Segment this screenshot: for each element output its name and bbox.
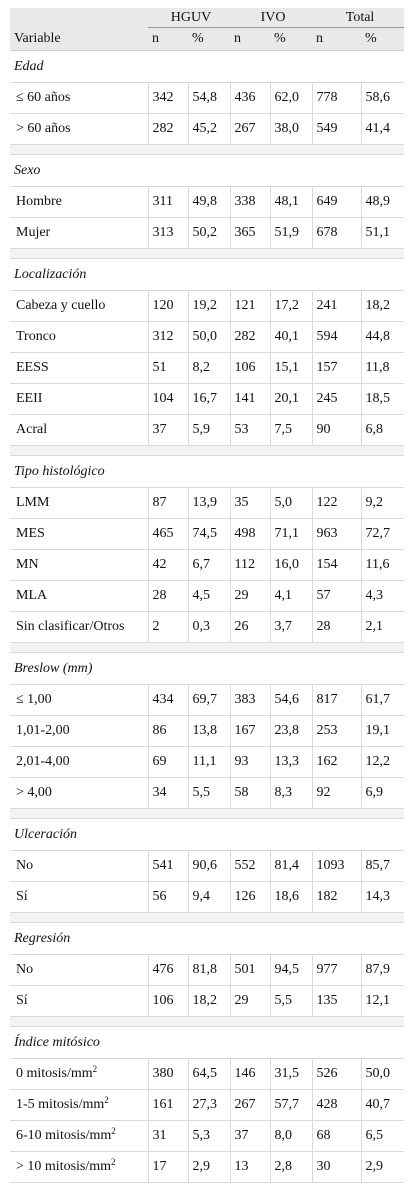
percent-cell: 61,7 <box>361 685 404 716</box>
table-row <box>10 218 404 249</box>
header-column-row <box>10 28 404 51</box>
count-cell: 68 <box>312 1121 361 1152</box>
section-divider-cell <box>10 809 404 819</box>
count-cell: 157 <box>312 353 361 384</box>
percent-cell: 16,7 <box>188 384 230 415</box>
percent-cell: 50,0 <box>361 1059 404 1090</box>
percent-cell: 9,2 <box>361 488 404 519</box>
table-row <box>10 955 404 986</box>
table-row <box>10 488 404 519</box>
count-cell: 31 <box>148 1121 188 1152</box>
n-column-header: n <box>312 28 361 51</box>
row-label <box>10 291 148 322</box>
count-cell: 90 <box>312 415 361 446</box>
section-title: Índice mitósico <box>10 1027 404 1059</box>
row-label-text: Acral <box>16 422 48 437</box>
count-cell: 56 <box>148 882 188 913</box>
percent-cell: 8,3 <box>270 778 312 809</box>
percent-cell: 74,5 <box>188 519 230 550</box>
row-label-text: ≤ 1,00 <box>16 692 52 707</box>
count-cell: 93 <box>230 747 270 778</box>
section-divider-cell <box>10 913 404 923</box>
unit-superscript: 2 <box>111 1126 116 1136</box>
percent-cell: 54,6 <box>270 685 312 716</box>
row-label <box>10 488 148 519</box>
section-header-row <box>10 819 404 851</box>
percent-cell: 85,7 <box>361 851 404 882</box>
count-cell: 120 <box>148 291 188 322</box>
count-cell: 28 <box>148 581 188 612</box>
percent-cell: 3,7 <box>270 612 312 643</box>
count-cell: 383 <box>230 685 270 716</box>
row-label <box>10 519 148 550</box>
count-cell: 28 <box>312 612 361 643</box>
percent-cell: 9,4 <box>188 882 230 913</box>
table-row <box>10 187 404 218</box>
group-header-hguv: HGUV <box>148 8 230 28</box>
percent-cell: 57,7 <box>270 1090 312 1121</box>
percent-cell: 4,1 <box>270 581 312 612</box>
percent-cell: 5,5 <box>188 778 230 809</box>
percent-cell: 2,9 <box>361 1152 404 1183</box>
percent-cell: 87,9 <box>361 955 404 986</box>
percent-cell: 2,8 <box>270 1152 312 1183</box>
section-divider-cell <box>10 643 404 653</box>
count-cell: 106 <box>148 986 188 1017</box>
count-cell: 104 <box>148 384 188 415</box>
row-label-text: Tronco <box>16 329 56 344</box>
table-row <box>10 114 404 145</box>
row-label <box>10 187 148 218</box>
row-label <box>10 218 148 249</box>
count-cell: 282 <box>148 114 188 145</box>
row-label-text: No <box>16 858 34 873</box>
count-cell: 501 <box>230 955 270 986</box>
table-row <box>10 1090 404 1121</box>
percent-cell: 27,3 <box>188 1090 230 1121</box>
row-label <box>10 83 148 114</box>
count-cell: 87 <box>148 488 188 519</box>
n-column-header: n <box>148 28 188 51</box>
percent-cell: 38,0 <box>270 114 312 145</box>
count-cell: 92 <box>312 778 361 809</box>
row-label <box>10 1059 148 1090</box>
section-divider-cell <box>10 249 404 259</box>
section-header-row <box>10 456 404 488</box>
row-label-text: > 4,00 <box>16 785 52 800</box>
count-cell: 380 <box>148 1059 188 1090</box>
percent-cell: 64,5 <box>188 1059 230 1090</box>
percent-cell: 11,8 <box>361 353 404 384</box>
percent-cell: 50,0 <box>188 322 230 353</box>
table-row <box>10 851 404 882</box>
percent-cell: 13,3 <box>270 747 312 778</box>
row-label-text: MLA <box>16 588 48 603</box>
percent-cell: 4,5 <box>188 581 230 612</box>
row-label <box>10 986 148 1017</box>
percent-cell: 18,2 <box>188 986 230 1017</box>
percent-cell: 6,9 <box>361 778 404 809</box>
section-divider <box>10 643 404 653</box>
count-cell: 35 <box>230 488 270 519</box>
percent-cell: 48,9 <box>361 187 404 218</box>
percent-cell: 13,9 <box>188 488 230 519</box>
count-cell: 649 <box>312 187 361 218</box>
count-cell: 162 <box>312 747 361 778</box>
group-header-total: Total <box>312 8 404 28</box>
percent-cell: 6,7 <box>188 550 230 581</box>
table-body <box>10 51 404 1183</box>
percent-cell: 12,2 <box>361 747 404 778</box>
section-title: Regresión <box>10 923 404 955</box>
table-header <box>10 8 404 51</box>
percent-cell: 13,8 <box>188 716 230 747</box>
table-row <box>10 882 404 913</box>
row-label <box>10 747 148 778</box>
count-cell: 122 <box>312 488 361 519</box>
unit-superscript: 2 <box>111 1157 116 1167</box>
count-cell: 53 <box>230 415 270 446</box>
count-cell: 141 <box>230 384 270 415</box>
percent-cell: 17,2 <box>270 291 312 322</box>
count-cell: 34 <box>148 778 188 809</box>
count-cell: 267 <box>230 1090 270 1121</box>
section-header-row <box>10 259 404 291</box>
section-divider <box>10 809 404 819</box>
count-cell: 29 <box>230 581 270 612</box>
section-divider <box>10 913 404 923</box>
count-cell: 30 <box>312 1152 361 1183</box>
row-label-text: 0 mitosis/mm <box>16 1066 93 1081</box>
variable-column-header: Variable <box>10 28 148 51</box>
section-title: Sexo <box>10 155 404 187</box>
count-cell: 37 <box>148 415 188 446</box>
section-title: Ulceración <box>10 819 404 851</box>
count-cell: 245 <box>312 384 361 415</box>
count-cell: 58 <box>230 778 270 809</box>
count-cell: 977 <box>312 955 361 986</box>
count-cell: 342 <box>148 83 188 114</box>
section-title: Tipo histológico <box>10 456 404 488</box>
count-cell: 69 <box>148 747 188 778</box>
row-label-text: Sí <box>16 993 28 1008</box>
header-empty-cell <box>10 8 148 28</box>
table-row <box>10 353 404 384</box>
count-cell: 13 <box>230 1152 270 1183</box>
data-table-container <box>10 8 404 1183</box>
row-label-text: EEII <box>16 391 43 406</box>
percent-cell: 71,1 <box>270 519 312 550</box>
percent-cell: 19,1 <box>361 716 404 747</box>
row-label <box>10 581 148 612</box>
row-label <box>10 415 148 446</box>
count-cell: 428 <box>312 1090 361 1121</box>
count-cell: 17 <box>148 1152 188 1183</box>
count-cell: 29 <box>230 986 270 1017</box>
percent-cell: 11,6 <box>361 550 404 581</box>
row-label <box>10 716 148 747</box>
percent-cell: 2,9 <box>188 1152 230 1183</box>
table-row <box>10 83 404 114</box>
row-label-text: Hombre <box>16 194 62 209</box>
percent-cell: 7,5 <box>270 415 312 446</box>
table-row <box>10 778 404 809</box>
row-label-text: 6-10 mitosis/mm <box>16 1128 112 1143</box>
row-label <box>10 955 148 986</box>
count-cell: 311 <box>148 187 188 218</box>
count-cell: 552 <box>230 851 270 882</box>
percent-cell: 90,6 <box>188 851 230 882</box>
pct-column-header: % <box>361 28 404 51</box>
count-cell: 57 <box>312 581 361 612</box>
count-cell: 42 <box>148 550 188 581</box>
row-label <box>10 851 148 882</box>
count-cell: 26 <box>230 612 270 643</box>
row-label <box>10 550 148 581</box>
count-cell: 594 <box>312 322 361 353</box>
percent-cell: 8,2 <box>188 353 230 384</box>
count-cell: 465 <box>148 519 188 550</box>
table-row <box>10 747 404 778</box>
percent-cell: 6,8 <box>361 415 404 446</box>
row-label <box>10 778 148 809</box>
percent-cell: 40,1 <box>270 322 312 353</box>
row-label <box>10 882 148 913</box>
row-label-text: MN <box>16 557 39 572</box>
row-label <box>10 685 148 716</box>
percent-cell: 15,1 <box>270 353 312 384</box>
row-label <box>10 322 148 353</box>
count-cell: 963 <box>312 519 361 550</box>
row-label <box>10 114 148 145</box>
percent-cell: 16,0 <box>270 550 312 581</box>
percent-cell: 81,8 <box>188 955 230 986</box>
row-label-text: Mujer <box>16 225 51 240</box>
row-label-text: EESS <box>16 360 49 375</box>
row-label-text: MES <box>16 526 45 541</box>
table-row <box>10 685 404 716</box>
percent-cell: 23,8 <box>270 716 312 747</box>
percent-cell: 18,5 <box>361 384 404 415</box>
count-cell: 253 <box>312 716 361 747</box>
percent-cell: 81,4 <box>270 851 312 882</box>
row-label-text: > 60 años <box>16 121 71 136</box>
table-row <box>10 612 404 643</box>
table-row <box>10 322 404 353</box>
percent-cell: 5,9 <box>188 415 230 446</box>
percent-cell: 18,2 <box>361 291 404 322</box>
percent-cell: 4,3 <box>361 581 404 612</box>
unit-superscript: 2 <box>104 1095 109 1105</box>
section-divider <box>10 446 404 456</box>
table-row <box>10 415 404 446</box>
count-cell: 282 <box>230 322 270 353</box>
section-header-row <box>10 1027 404 1059</box>
pct-column-header: % <box>270 28 312 51</box>
percent-cell: 72,7 <box>361 519 404 550</box>
count-cell: 37 <box>230 1121 270 1152</box>
count-cell: 2 <box>148 612 188 643</box>
row-label-text: LMM <box>16 495 50 510</box>
count-cell: 436 <box>230 83 270 114</box>
table-row <box>10 1059 404 1090</box>
percent-cell: 12,1 <box>361 986 404 1017</box>
count-cell: 549 <box>312 114 361 145</box>
count-cell: 146 <box>230 1059 270 1090</box>
count-cell: 121 <box>230 291 270 322</box>
percent-cell: 41,4 <box>361 114 404 145</box>
percent-cell: 69,7 <box>188 685 230 716</box>
row-label <box>10 612 148 643</box>
row-label-text: Sí <box>16 889 28 904</box>
count-cell: 678 <box>312 218 361 249</box>
count-cell: 541 <box>148 851 188 882</box>
percent-cell: 31,5 <box>270 1059 312 1090</box>
section-title: Localización <box>10 259 404 291</box>
table-row <box>10 550 404 581</box>
count-cell: 112 <box>230 550 270 581</box>
percent-cell: 62,0 <box>270 83 312 114</box>
section-divider <box>10 249 404 259</box>
table-row <box>10 581 404 612</box>
pct-column-header: % <box>188 28 230 51</box>
count-cell: 338 <box>230 187 270 218</box>
percent-cell: 54,8 <box>188 83 230 114</box>
percent-cell: 48,1 <box>270 187 312 218</box>
percent-cell: 51,1 <box>361 218 404 249</box>
row-label <box>10 1090 148 1121</box>
count-cell: 106 <box>230 353 270 384</box>
unit-superscript: 2 <box>92 1064 98 1074</box>
section-header-row <box>10 923 404 955</box>
row-label-text: Cabeza y cuello <box>16 298 106 313</box>
section-header-row <box>10 653 404 685</box>
table-row <box>10 716 404 747</box>
table-row <box>10 519 404 550</box>
table-row <box>10 1121 404 1152</box>
count-cell: 154 <box>312 550 361 581</box>
count-cell: 51 <box>148 353 188 384</box>
percent-cell: 2,1 <box>361 612 404 643</box>
count-cell: 182 <box>312 882 361 913</box>
count-cell: 365 <box>230 218 270 249</box>
count-cell: 778 <box>312 83 361 114</box>
count-cell: 313 <box>148 218 188 249</box>
row-label-text: 1,01-2,00 <box>16 723 70 738</box>
section-divider-cell <box>10 1017 404 1027</box>
count-cell: 161 <box>148 1090 188 1121</box>
percent-cell: 11,1 <box>188 747 230 778</box>
percent-cell: 6,5 <box>361 1121 404 1152</box>
row-label <box>10 384 148 415</box>
group-header-ivo: IVO <box>230 8 312 28</box>
section-title: Edad <box>10 51 404 83</box>
count-cell: 1093 <box>312 851 361 882</box>
section-header-row <box>10 155 404 187</box>
count-cell: 476 <box>148 955 188 986</box>
row-label-text: ≤ 60 años <box>16 90 71 105</box>
table-row <box>10 291 404 322</box>
percent-cell: 0,3 <box>188 612 230 643</box>
percent-cell: 40,7 <box>361 1090 404 1121</box>
section-title: Breslow (mm) <box>10 653 404 685</box>
percent-cell: 14,3 <box>361 882 404 913</box>
count-cell: 167 <box>230 716 270 747</box>
count-cell: 86 <box>148 716 188 747</box>
percent-cell: 5,5 <box>270 986 312 1017</box>
percent-cell: 49,8 <box>188 187 230 218</box>
percent-cell: 5,3 <box>188 1121 230 1152</box>
percent-cell: 45,2 <box>188 114 230 145</box>
count-cell: 312 <box>148 322 188 353</box>
section-header-row <box>10 51 404 83</box>
count-cell: 498 <box>230 519 270 550</box>
row-label <box>10 353 148 384</box>
section-divider <box>10 1017 404 1027</box>
percent-cell: 8,0 <box>270 1121 312 1152</box>
data-table <box>10 8 404 1183</box>
percent-cell: 50,2 <box>188 218 230 249</box>
header-group-row <box>10 8 404 28</box>
table-row <box>10 384 404 415</box>
row-label-text: 2,01-4,00 <box>16 754 70 769</box>
count-cell: 126 <box>230 882 270 913</box>
percent-cell: 94,5 <box>270 955 312 986</box>
percent-cell: 20,1 <box>270 384 312 415</box>
table-row <box>10 986 404 1017</box>
count-cell: 241 <box>312 291 361 322</box>
count-cell: 526 <box>312 1059 361 1090</box>
count-cell: 267 <box>230 114 270 145</box>
count-cell: 817 <box>312 685 361 716</box>
row-label-text: 1-5 mitosis/mm <box>16 1097 105 1112</box>
row-label-text: No <box>16 962 34 977</box>
row-label <box>10 1152 148 1183</box>
row-label-text: Sin clasificar/Otros <box>16 619 125 634</box>
row-label <box>10 1121 148 1152</box>
percent-cell: 18,6 <box>270 882 312 913</box>
n-column-header: n <box>230 28 270 51</box>
percent-cell: 19,2 <box>188 291 230 322</box>
percent-cell: 58,6 <box>361 83 404 114</box>
count-cell: 135 <box>312 986 361 1017</box>
percent-cell: 51,9 <box>270 218 312 249</box>
percent-cell: 5,0 <box>270 488 312 519</box>
section-divider-cell <box>10 446 404 456</box>
count-cell: 434 <box>148 685 188 716</box>
section-divider-cell <box>10 145 404 155</box>
row-label-text: > 10 mitosis/mm <box>16 1159 112 1174</box>
section-divider <box>10 145 404 155</box>
table-row <box>10 1152 404 1183</box>
percent-cell: 44,8 <box>361 322 404 353</box>
